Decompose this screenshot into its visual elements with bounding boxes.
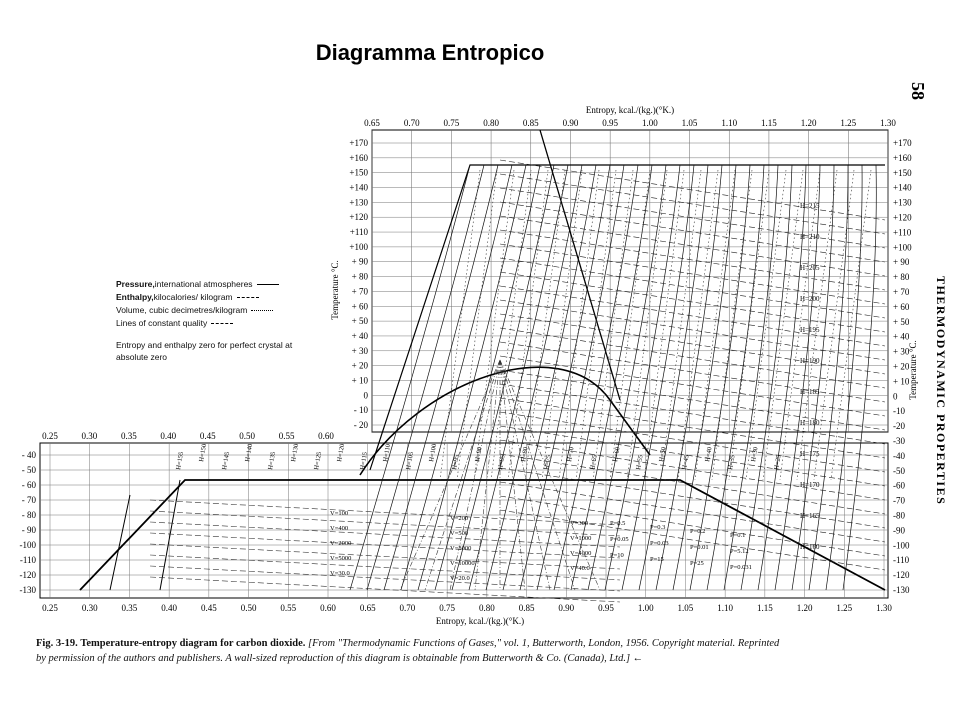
enthalpy-label: H=135 [267,451,278,471]
right-temp-tick: +170 [893,138,912,148]
bottom-entropy-tick: 0.45 [200,603,217,613]
quality-line [500,360,525,590]
enthalpy-label: H=110 [382,443,393,463]
pressure-label: P=0.5 [610,520,626,527]
top-entropy-tick: 1.00 [641,118,658,128]
bottom-entropy-tick: 0.70 [399,603,416,613]
volume-label: V=300 [570,520,589,527]
isochore-line [678,170,718,480]
enthalpy-label: H=30 [750,446,760,463]
right-temp-tick: -120 [893,570,910,581]
left-temp-tick: +140 [349,182,368,193]
left-temp-tick: -110 [19,555,36,565]
top-entropy-tick: 1.25 [840,118,857,128]
top-entropy-tick: 0.95 [602,118,619,128]
enthalpy-label: H=65 [589,454,599,471]
enthalpy-label: H=180 [800,419,820,427]
solid-enthalpy-line [150,555,620,580]
enthalpy-label: H=120 [336,443,347,463]
top-entropy-tick: 1.15 [761,118,777,128]
caption-source: [From "Thermodynamic Functions of Gases," vol. 1, Butterworth, London, 1956. Copyright material. Reprinted [308,638,780,649]
right-temp-tick: -60 [893,480,905,491]
isobar-line [724,165,778,590]
isobar-line [843,165,876,590]
isobar-line [486,165,582,590]
bottom-entropy-tick: 1.15 [756,603,773,613]
quality-line [475,360,500,590]
right-temp-tick: + 40 [893,331,910,342]
right-temp-tick: -70 [893,495,905,506]
top-entropy-tick: 0.90 [562,118,579,128]
left-temp-tick: + 30 [351,345,368,356]
bottom-entropy-tick: 0.90 [558,603,575,613]
quality-line [400,360,500,590]
enthalpy-label: H=155 [175,451,186,471]
enthalpy-label: H=105 [405,451,416,471]
bottom-entropy-tick: 0.85 [518,603,535,613]
isochore-line [780,170,820,480]
isobar-line [520,165,610,590]
legend-line-sample [237,297,259,298]
pressure-label: P=0.3 [650,524,666,531]
volume-label: V=30.0 [330,570,350,577]
bottom-entropy-tick: 0.40 [161,603,178,613]
pressure-label: P=0.03 [650,540,669,547]
left-temp-tick: - 50 [21,465,36,475]
page-number: 58 [908,82,928,100]
enthalpy-label: H=60 [612,446,622,463]
right-temp-tick: + 20 [893,361,910,372]
left-temp-tick: - 70 [21,495,36,505]
right-temp-tick: -100 [893,540,910,551]
top-entropy-tick: 1.30 [880,118,896,128]
enthalpy-label: H=215 [800,202,820,210]
mid-entropy-tick: 0.60 [318,431,334,441]
enthalpy-label: H=200 [800,295,820,303]
volume-label: V=400 [330,525,349,532]
left-temp-tick: - 20 [353,420,368,430]
slide-title: Diagramma Entropico [315,40,545,65]
enthalpy-label: H=40 [704,446,714,463]
right-temp-tick: -90 [893,525,905,536]
right-temp-tick: +130 [893,197,912,208]
pressure-label: P=10 [610,552,624,559]
left-temp-tick: - 40 [21,450,36,460]
left-temp-tick: -100 [19,540,36,550]
left-temp-tick: +110 [349,227,368,238]
enthalpy-label: H=140 [244,443,255,463]
isochore-line [831,170,871,480]
left-temp-tick: + 50 [351,316,368,327]
enthalpy-label: H=100 [428,443,439,463]
volume-label: V=200 [450,515,469,522]
enthalpy-label: H=115 [359,451,370,471]
volume-label: V=500 [450,530,469,537]
right-temp-tick: + 70 [893,287,910,297]
isobar-line [401,165,512,590]
right-temp-tick: -10 [893,406,905,417]
left-temp-tick: 0 [363,390,368,401]
left-temp-tick: - 10 [353,405,368,416]
volume-label: V=4000 [570,550,592,557]
enthalpy-label: H=70 [566,446,576,463]
legend-row-label: international atmospheres [154,279,253,289]
left-temp-tick: + 60 [351,301,368,312]
right-temp-tick: + 50 [893,316,910,327]
legend-row [116,304,321,317]
left-temp-tick: + 90 [351,256,368,267]
left-temp-tick: + 70 [351,286,368,297]
pressure-label: P=25 [690,560,704,567]
enthalpy-label: H=185 [800,388,820,396]
right-temp-tick: -30 [893,436,905,446]
enthalpy-label: H=170 [800,481,820,489]
isochore-line [814,170,854,480]
enthalpy-label: H=205 [800,264,820,272]
bottom-entropy-tick: 1.00 [637,603,654,613]
isobar-line [452,165,554,590]
enthalpy-label: H=160 [800,543,820,551]
volume-label: V=1000 [570,535,592,542]
pressure-label: P=0.2 [690,528,706,535]
enthalpy-label: H=90 [474,446,484,463]
left-temp-tick: +130 [349,197,368,208]
legend-row [116,291,321,304]
enthalpy-label: H=85 [497,454,507,471]
bottom-entropy-tick: 1.25 [836,603,853,613]
isobar-line [367,165,484,590]
mid-entropy-tick: 0.55 [278,431,295,441]
left-temp-tick: + 40 [351,330,368,341]
y-axis-title-left: Temperature °C. [330,260,340,320]
mid-entropy-tick: 0.25 [42,431,58,441]
y-axis-title-right: Temperature °C. [908,340,918,400]
pressure-label: P=0.05 [610,536,629,543]
bottom-entropy-tick: 0.25 [42,603,58,613]
side-heading: THERMODYNAMIC PROPERTIES [934,276,948,506]
left-temp-tick: -130 [19,585,36,595]
right-temp-tick: +160 [893,152,912,163]
bottom-entropy-tick: 0.75 [439,603,456,613]
legend-row-label-bold: Enthalpy, [116,292,154,302]
pressure-label: P=0.1 [730,532,746,539]
solid-enthalpy-line [150,544,620,569]
isobar-line [656,165,722,590]
isochore-line [491,170,531,480]
enthalpy-label: H=175 [800,450,820,458]
right-temp-tick: -110 [893,555,910,566]
bottom-entropy-tick: 1.05 [677,603,694,613]
bottom-entropy-tick: 0.65 [359,603,376,613]
bottom-entropy-tick: 0.95 [598,603,614,613]
mid-entropy-tick: 0.45 [199,431,216,441]
legend-row-label: Lines of constant quality [116,318,208,328]
bottom-entropy-tick: 1.10 [717,603,734,613]
enthalpy-label: H=25 [773,454,783,471]
isobar-line [690,165,750,590]
bottom-entropy-tick: 0.30 [81,603,98,613]
solid-enthalpy-line [150,522,620,547]
legend-line-sample [257,284,279,285]
volume-label: V=40.0 [570,565,590,572]
right-temp-tick: +140 [893,182,912,193]
enthalpy-label: H=150 [198,443,209,463]
left-temp-tick: + 10 [351,375,368,386]
legend [116,278,321,363]
isobar-line [809,165,848,590]
mid-entropy-tick: 0.40 [160,431,177,441]
bottom-entropy-tick: 0.50 [240,603,257,613]
pressure-label: P=5.12 [730,548,749,555]
enthalpy-label: H=195 [800,326,820,334]
legend-row [116,278,321,291]
left-temp-tick: +150 [349,167,368,178]
volume-label: V=3000 [450,545,472,552]
enthalpy-label: H=75 [543,454,553,471]
right-temp-tick: +100 [893,242,912,253]
legend-line-sample [211,323,233,324]
top-entropy-tick: 0.75 [443,118,460,128]
right-temp-tick: + 10 [893,376,910,387]
enthalpy-label: H=35 [727,454,737,471]
legend-line-sample [251,310,273,311]
enthalpy-label: H=130 [290,443,301,463]
legend-note: Entropy and enthalpy zero for perfect crystal at absolute zero [116,340,293,362]
top-entropy-tick: 1.05 [681,118,698,128]
legend-row [116,317,321,330]
left-temp-tick: - 60 [21,480,36,490]
quality-line [450,360,500,590]
legend-row-label-bold: Pressure, [116,279,155,289]
right-temp-tick: + 60 [893,301,910,312]
left-temp-tick: +100 [349,241,368,252]
isochore-line [593,170,633,480]
isobar-line [775,165,820,590]
right-temp-tick: -80 [893,510,905,521]
diagram-frames [40,130,888,598]
enthalpy-label: H=50 [658,446,668,463]
triple-point-line [80,480,885,590]
quality-line [425,360,500,590]
top-entropy-tick: 0.65 [364,118,380,128]
right-temp-tick: -130 [893,585,910,595]
volume-label: V=100 [330,510,349,517]
volume-label: V=5000 [330,555,352,562]
critical-isentrope [540,130,620,400]
bottom-entropy-tick: 1.30 [876,603,892,613]
right-temp-tick: -50 [893,465,905,476]
legend-row-label: Volume, cubic decimetres/kilogram [116,305,248,315]
enthalpy-label: H=80 [520,446,530,463]
figure-caption [36,636,931,666]
right-temp-tick: + 80 [893,272,910,283]
top-entropy-tick: 1.20 [800,118,817,128]
enthalpy-label: H=210 [800,233,820,241]
enthalpy-label: H=95 [451,454,461,471]
left-temp-tick: +160 [349,152,368,163]
pressure-label: P=0.01 [690,544,709,551]
quality-line [500,360,553,590]
diagram-grid [40,130,888,598]
mid-entropy-tick: 0.50 [239,431,256,441]
left-temp-tick: + 20 [351,360,368,371]
top-entropy-tick: 0.70 [403,118,420,128]
right-temp-tick: -20 [893,421,905,432]
enthalpy-label: H=190 [800,357,820,365]
right-temp-tick: +110 [893,227,912,238]
left-temp-tick: - 80 [21,510,36,520]
mid-entropy-tick: 0.30 [81,431,98,441]
right-temp-tick: -40 [893,450,905,461]
bottom-entropy-tick: 0.35 [121,603,138,613]
enthalpy-label: H=55 [635,454,645,471]
right-temp-tick: +120 [893,212,912,223]
bottom-entropy-tick: 1.20 [796,603,813,613]
bottom-entropy-tick: 0.55 [280,603,297,613]
enthalpy-label: H=165 [800,512,820,520]
caption-line2: by permission of the authors and publishers. A wall-sized reproduction of this diagram is obtainable from Butterworth & Co. (Canada), Ltd.] ← [36,653,644,664]
top-axis-title: Entropy, kcal./(kg.)(°K.) [585,105,675,115]
bottom-entropy-tick: 0.80 [478,603,495,613]
caption-fig: Fig. 3-19. [36,638,78,649]
isobar-line [792,165,834,590]
volume-label: V=2000 [330,540,352,547]
volume-label: V=20.0 [450,575,470,582]
right-temp-tick: +150 [893,167,912,178]
left-temp-tick: +120 [349,212,368,223]
caption-title: Temperature-entropy diagram for carbon dioxide. [80,638,306,649]
pressure-label: P=0.031 [730,564,752,571]
curve-labels [175,202,820,582]
left-temp-tick: + 80 [351,271,368,282]
top-entropy-tick: 1.10 [721,118,738,128]
left-temp-tick: +170 [349,138,368,148]
top-entropy-tick: 0.80 [483,118,499,128]
right-temp-tick: + 30 [893,346,910,357]
bottom-axis-title: Entropy, kcal./(kg.)(°K.) [435,616,525,626]
mid-entropy-tick: 0.35 [120,431,137,441]
volume-label: V=10000 [450,560,475,567]
enthalpy-label: H=125 [313,451,324,471]
left-temp-tick: -120 [19,570,36,580]
diagram-curves [80,130,885,602]
bottom-entropy-tick: 0.60 [320,603,336,613]
legend-row-label: kilocalories/ kilogram [153,292,233,302]
right-temp-tick: + 90 [893,257,910,268]
enthalpy-label: H=45 [681,454,691,471]
enthalpy-label: H=145 [221,451,232,471]
pressure-label: P=15 [650,556,664,563]
left-temp-tick: - 90 [21,525,36,535]
top-entropy-tick: 0.85 [522,118,539,128]
right-temp-tick: 0 [893,391,898,402]
